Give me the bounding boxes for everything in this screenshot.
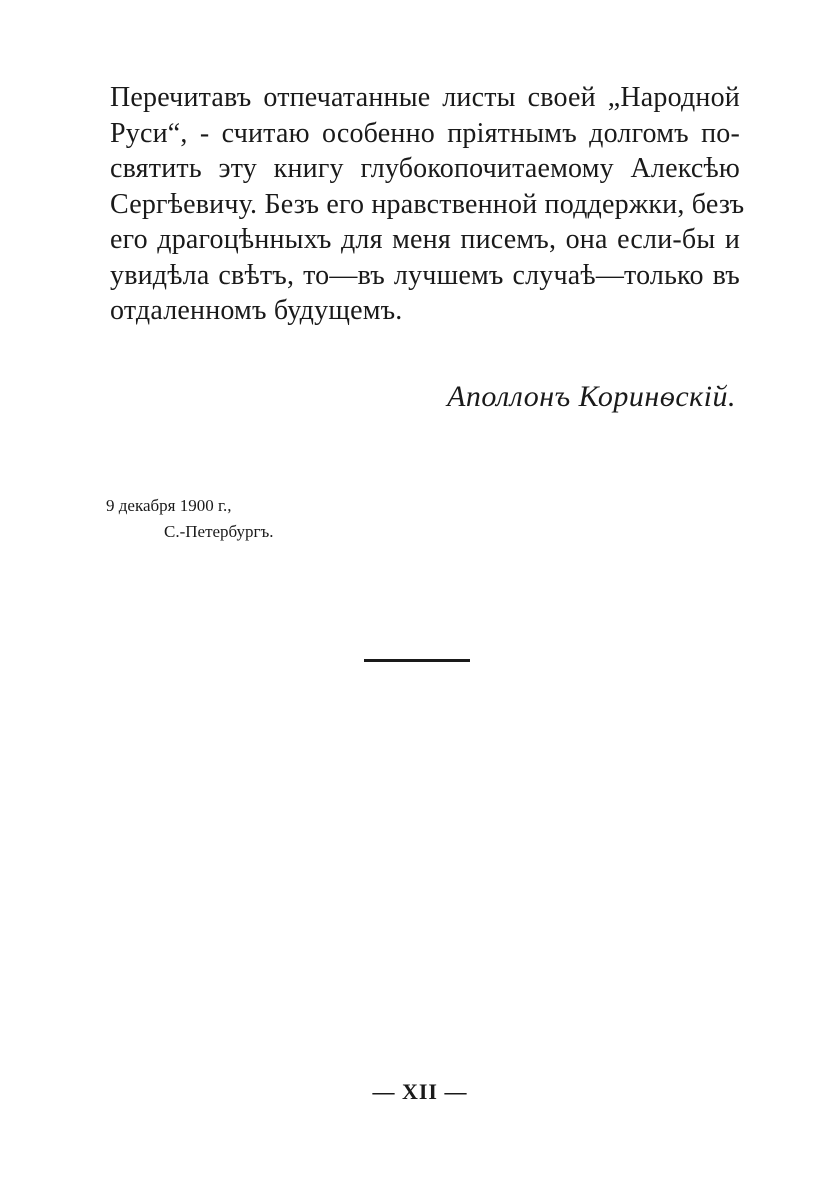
page-number: — XII —	[372, 1079, 468, 1104]
author-signature: Аполлонъ Коринѳскій.	[447, 380, 736, 413]
dedication-line: Сергѣевичу. Безъ его нравственной поддержки, безъ	[110, 188, 745, 220]
dedication-line: Руси“, - считаю особенно пріятнымъ долгомъ по-	[110, 117, 740, 149]
dedication-line: увидѣла свѣтъ, то—въ лучшемъ случаѣ—только въ	[110, 259, 740, 291]
section-divider	[364, 659, 470, 662]
dedication-line: Перечитавъ отпечатанные листы своей „Народной	[110, 82, 740, 113]
dedication-line: отдаленномъ будущемъ.	[110, 295, 403, 326]
dedication-paragraph	[110, 80, 745, 329]
dedication-line: его драгоцѣнныхъ для меня писемъ, она если-бы и	[110, 224, 740, 255]
date-text: 9 декабря 1900 г.,	[106, 496, 232, 515]
dedication-line: святить эту книгу глубокопочитаемому Алексѣю	[110, 153, 740, 184]
dateline	[106, 493, 274, 545]
place-text: С.-Петербургъ.	[164, 522, 274, 541]
